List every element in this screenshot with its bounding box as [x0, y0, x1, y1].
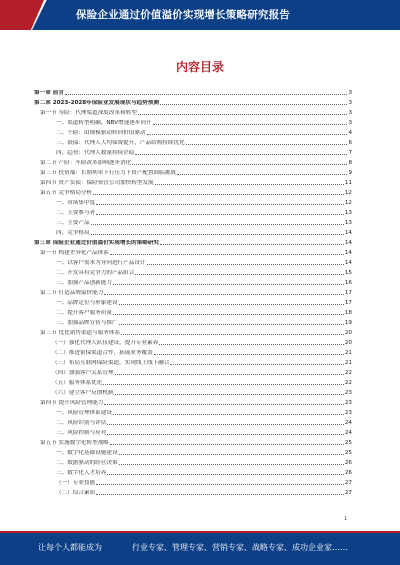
toc-entry-label: 第五节 实施数字化转型战略 — [40, 440, 109, 446]
toc-entry-page: 27 — [344, 490, 352, 496]
toc-entry-page: 20 — [344, 340, 352, 346]
toc-leader-dots — [110, 444, 344, 445]
toc-entry-page: 12 — [344, 190, 352, 196]
toc-entry[interactable] — [34, 246, 352, 256]
toc-entry[interactable] — [34, 416, 352, 426]
toc-entry-label: 三、加强品牌宣传与推广 — [56, 320, 118, 326]
toc-entry-page: 15 — [344, 270, 352, 276]
toc-entry-page: 25 — [344, 440, 352, 446]
toc-entry-page: 23 — [344, 410, 352, 416]
toc-entry[interactable] — [34, 456, 352, 466]
toc-entry-label: 第一节 寿险：代理渠道深度改革和转型 — [40, 110, 137, 116]
toc-leader-dots — [96, 484, 344, 485]
toc-leader-dots — [103, 384, 344, 385]
toc-leader-dots — [132, 164, 347, 165]
toc-entry[interactable] — [34, 116, 352, 126]
toc-entry[interactable] — [34, 356, 352, 366]
toc-entry-label: 第二节 打造品牌溢价能力 — [40, 290, 104, 296]
toc-entry[interactable] — [34, 376, 352, 386]
toc-entry[interactable] — [34, 96, 352, 106]
toc-entry-page: 11 — [344, 180, 352, 186]
toc-entry[interactable] — [34, 176, 352, 186]
toc-entry-page: 3 — [348, 90, 352, 96]
toc-entry-label: 二、开发具有竞争力的产品组合 — [56, 270, 135, 276]
toc-entry-page: 25 — [344, 450, 352, 456]
toc-entry-page: 3 — [348, 120, 352, 126]
toc-entry[interactable] — [34, 236, 352, 246]
toc-entry-page: 24 — [344, 420, 352, 426]
toc-entry-page: 4 — [348, 130, 352, 136]
toc-leader-dots — [93, 194, 344, 195]
toc-entry[interactable] — [34, 126, 352, 136]
toc-entry-label: （六）建立客户反馈机制 — [52, 390, 114, 396]
toc-entry-label: 三、银保：代理人人均保费提升，产品结构持续优化 — [56, 140, 185, 146]
toc-entry[interactable] — [34, 316, 352, 326]
toc-leader-dots — [91, 224, 344, 225]
toc-entry-page: 3 — [348, 110, 352, 116]
footer-slogan-left: 让每个人都能成为 — [38, 543, 102, 552]
toc-leader-dots — [153, 124, 348, 125]
toc-entry-label: 第三节 优化销售渠道与服务体系 — [40, 330, 121, 336]
toc-leader-dots — [115, 374, 344, 375]
toc-entry-page: 16 — [344, 280, 352, 286]
toc-leader-dots — [155, 184, 344, 185]
toc-entry[interactable] — [34, 226, 352, 236]
toc-entry[interactable] — [34, 296, 352, 306]
toc-entry-label: 四、竞争格局 — [56, 230, 90, 236]
toc-entry-page: 27 — [344, 480, 352, 486]
toc-entry[interactable] — [34, 276, 352, 286]
footer-band — [0, 531, 400, 565]
toc-leader-dots — [104, 294, 344, 295]
toc-entry[interactable] — [34, 476, 352, 486]
toc-entry-label: 一、品牌定位与形象建设 — [56, 300, 118, 306]
toc-entry-label: 三、风险控制与应对 — [56, 430, 107, 436]
toc-entry-label: 一、数字化基础设施建设 — [56, 450, 118, 456]
toc-heading: 内容目录 — [175, 60, 224, 74]
toc-entry-label: 一、以客户需求为导向进行产品设计 — [56, 260, 146, 266]
toc-leader-dots — [107, 424, 344, 425]
toc-entry-label: 第一节 构建差异化产品体系 — [40, 250, 109, 256]
toc-entry-label: （三）布局互联网保险渠道，实现线上线下融合 — [52, 360, 170, 366]
toc-entry-page: 17 — [344, 300, 352, 306]
toc-entry-page: 21 — [344, 350, 352, 356]
toc-entry-label: 第五节 竞争格局分析 — [40, 190, 93, 196]
toc-entry-label: 第三节 投资端：长期利率下行压力下资产配置面临挑战 — [40, 170, 177, 176]
toc-entry-page: 3 — [348, 100, 352, 106]
footer-slogan-right: 行业专家、管理专家、营销专家、战略专家、成功企业家…… — [132, 543, 348, 552]
toc-entry-label: 第二节 产险：车险改革影响逐步消化 — [40, 160, 132, 166]
toc-entry-label: 三、数字化人才培养 — [56, 470, 107, 476]
toc-entry-label: 三、加强产品创新能力 — [56, 280, 112, 286]
toc-entry-label: 二、主要参与者 — [56, 210, 96, 216]
toc-leader-dots — [138, 114, 348, 115]
toc-leader-dots — [147, 264, 344, 265]
toc-entry[interactable] — [34, 286, 352, 296]
toc-leader-dots — [159, 344, 344, 345]
toc-leader-dots — [160, 244, 344, 245]
toc-entry-page: 14 — [344, 240, 352, 246]
toc-entry-page: 14 — [344, 230, 352, 236]
toc-leader-dots — [113, 414, 344, 415]
toc-entry[interactable] — [34, 406, 352, 416]
toc-leader-dots — [119, 324, 344, 325]
toc-entry-label: 第一章 前言 — [34, 90, 64, 96]
toc-entry-page: 23 — [344, 390, 352, 396]
toc-entry-label: 二、风险识别与评估 — [56, 420, 107, 426]
toc-leader-dots — [135, 154, 347, 155]
toc-leader-dots — [119, 464, 344, 465]
toc-entry[interactable] — [34, 336, 352, 346]
toc-leader-dots — [121, 334, 344, 335]
toc-entry[interactable] — [34, 216, 352, 226]
page-number: 1 — [344, 516, 348, 522]
toc-entry[interactable] — [34, 346, 352, 356]
toc-leader-dots — [113, 284, 344, 285]
toc-entry-label: 第四节 提升风险管理能力 — [40, 400, 104, 406]
toc-entry-page: 18 — [344, 310, 352, 316]
toc-leader-dots — [107, 474, 344, 475]
toc-leader-dots — [170, 364, 343, 365]
toc-entry-label: 二、数据驱动的经营决策 — [56, 460, 118, 466]
toc-leader-dots — [119, 304, 344, 305]
toc-entry[interactable] — [34, 136, 352, 146]
toc-entry-page: 26 — [344, 470, 352, 476]
toc-entry[interactable] — [34, 426, 352, 436]
toc-entry-label: （一）强化代理人队伍建设，提升专业素养 — [52, 340, 159, 346]
toc-entry[interactable] — [34, 186, 352, 196]
toc-entry[interactable] — [34, 486, 352, 496]
toc-entry-page: 9 — [348, 170, 352, 176]
toc-entry-page: 8 — [348, 160, 352, 166]
toc-entry-label: 第二章 2023-2028年保险业发展现状与趋势预测 — [34, 100, 159, 106]
toc-entry-label: （四）加强客户关系管理 — [52, 370, 114, 376]
toc-entry-label: 一、渠道转型明确，NBV增速逐步回升 — [56, 120, 152, 126]
footer-red-stripe — [0, 531, 400, 533]
toc-entry-page: 19 — [344, 320, 352, 326]
toc-entry[interactable] — [34, 396, 352, 406]
toc-entry-page: 14 — [344, 250, 352, 256]
toc-entry-page: 13 — [344, 220, 352, 226]
toc-entry[interactable] — [34, 166, 352, 176]
toc-entry-label: 一、市场集中度 — [56, 200, 96, 206]
toc-leader-dots — [119, 454, 344, 455]
toc-entry-label: 二、提升客户服务质量 — [56, 310, 112, 316]
toc-entry-label: （五）服务体系优化 — [52, 380, 103, 386]
report-header — [0, 0, 400, 36]
toc-entry[interactable] — [34, 106, 352, 116]
toc-leader-dots — [135, 274, 344, 275]
toc-leader-dots — [91, 234, 344, 235]
report-title: 保险企业通过价值溢价实现增长策略研究报告 — [76, 9, 290, 21]
toc-entry[interactable] — [34, 386, 352, 396]
toc-entry[interactable] — [34, 266, 352, 276]
toc-entry[interactable] — [34, 366, 352, 376]
toc-leader-dots — [160, 104, 348, 105]
toc-entry-page: 20 — [344, 330, 352, 336]
toc-entry-label: 第三章 保险企业通过价值溢价实现增长的策略研究 — [34, 240, 160, 246]
toc-entry[interactable] — [34, 146, 352, 156]
table-of-contents — [34, 86, 352, 496]
toc-entry-page: 26 — [344, 460, 352, 466]
toc-leader-dots — [65, 94, 348, 95]
toc-entry[interactable] — [34, 206, 352, 216]
toc-entry[interactable] — [34, 326, 352, 336]
toc-entry-label: （二）推进银保渠道合作，拓展业务覆盖 — [52, 350, 153, 356]
toc-entry[interactable] — [34, 436, 352, 446]
toc-entry-page: 23 — [344, 400, 352, 406]
toc-entry[interactable] — [34, 156, 352, 166]
toc-entry-label: 四、趋势：代理人数量持续企稳 — [56, 150, 135, 156]
toc-entry-label: （二）综合素质 — [56, 490, 96, 496]
toc-leader-dots — [113, 314, 344, 315]
toc-leader-dots — [96, 214, 344, 215]
toc-entry-label: 第四节 资产负债：保险资管公司加快转型发展 — [40, 180, 154, 186]
toc-leader-dots — [107, 434, 344, 435]
toc-entry-label: 二、个险：由规模驱动转向价值驱动 — [56, 130, 146, 136]
toc-entry-label: 一、风险管理体系建设 — [56, 410, 112, 416]
toc-leader-dots — [96, 204, 344, 205]
toc-entry-page: 14 — [344, 260, 352, 266]
toc-leader-dots — [110, 254, 344, 255]
toc-leader-dots — [115, 394, 344, 395]
toc-entry-label: （一）专业技能 — [56, 480, 96, 486]
toc-entry-page: 22 — [344, 370, 352, 376]
toc-entry[interactable] — [34, 446, 352, 456]
toc-entry-page: 17 — [344, 290, 352, 296]
toc-entry[interactable] — [34, 256, 352, 266]
toc-leader-dots — [186, 144, 348, 145]
toc-leader-dots — [96, 494, 344, 495]
toc-entry[interactable] — [34, 196, 352, 206]
toc-entry-page: 24 — [344, 430, 352, 436]
toc-entry-page: 21 — [344, 360, 352, 366]
toc-leader-dots — [154, 354, 344, 355]
toc-entry-page: 13 — [344, 210, 352, 216]
toc-leader-dots — [177, 174, 347, 175]
toc-entry-page: 22 — [344, 380, 352, 386]
toc-entry-page: 12 — [344, 200, 352, 206]
toc-entry-page: 7 — [348, 150, 352, 156]
toc-entry-label: 三、主要产品 — [56, 220, 90, 226]
toc-entry[interactable] — [34, 86, 352, 96]
toc-leader-dots — [104, 404, 344, 405]
toc-entry[interactable] — [34, 466, 352, 476]
toc-entry[interactable] — [34, 306, 352, 316]
toc-leader-dots — [147, 134, 348, 135]
toc-entry-page: 6 — [348, 140, 352, 146]
